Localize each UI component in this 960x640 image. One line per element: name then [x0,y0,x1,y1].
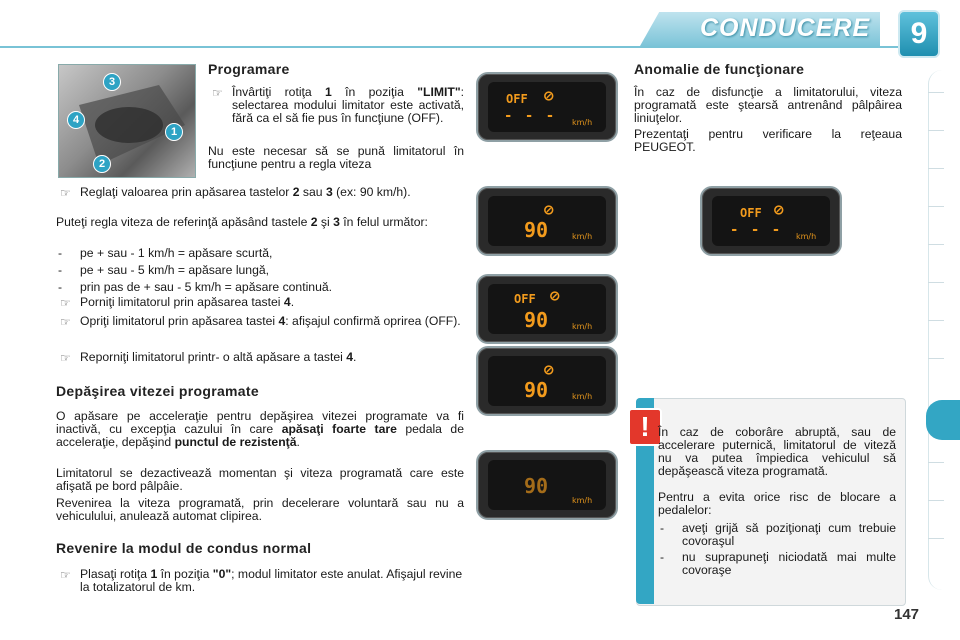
section-title-depasire: Depăşirea vitezei programate [56,383,259,399]
display-screen [488,356,606,406]
warning-list-item-1: aveţi grijă să poziţionaţi cum trebuie covoraşul [682,521,896,548]
rail-tick [928,206,944,207]
paragraph-anomalie-1: În caz de disfuncţie a limitatorului, viteza programată este ştearsă antrenând pâlpâirea liniuţelor. [634,85,902,125]
display-speed: 90 [524,308,549,332]
hand-bullet-icon: ☞ [60,186,71,200]
paragraph-opriti: Opriţi limitatorul prin apăsarea tastei 4: afişajul confirmă oprirea (OFF). [80,314,461,328]
display-off-text: OFF [506,92,528,106]
display-speed-blinking [476,450,618,520]
speedometer-icon: ⊘ [544,200,554,219]
paragraph-programare-1: Învârtiţi rotiţa 1 în poziţia "LIMIT": selectarea modului limitator este activată, fără ca el să fie pus în funcţiune (OFF). [232,85,464,125]
paragraph-revenire: Plasaţi rotiţa 1 în poziţia "0"; modul limitator este anulat. Afişajul revine la totalizatorul de km. [80,567,463,594]
display-off-blinking-dashes [700,186,842,256]
display-screen [488,460,606,510]
rail-tick [928,168,944,169]
chapter-tab-active [926,400,960,440]
paragraph-depasire-1: O apăsare pe acceleraţie pentru depăşirea vitezei programate va fi inactivă, cu excepţia cazului în care apăsaţi foarte tare pedala de acceleraţie, depăşind punctul de rezistenţă. [56,409,464,449]
steering-stalk-photo [58,64,196,178]
button-1-marker: 1 [165,123,183,141]
paragraph-depasire-2: Limitatorul se dezactivează momentan şi viteza programată care este afişată pe bord pâlpâie. [56,466,464,493]
display-screen [712,196,830,246]
rail-tick [928,500,944,501]
button-3-marker: 3 [103,73,121,91]
dash-marker: - [660,550,665,564]
paragraph-depasire-3: Revenirea la viteza programată, prin decelerare voluntară sau nu a vehiculului, anulează automat clipirea. [56,496,464,523]
warning-paragraph-2: Pentru a evita orice risc de blocare a pedalelor: [658,490,896,517]
section-title-anomalie: Anomalie de funcţionare [634,61,805,77]
display-unit: km/h [572,392,593,401]
header-rule [0,46,910,48]
hand-bullet-icon: ☞ [212,86,223,100]
button-4-marker: 4 [67,111,85,129]
display-unit: km/h [796,232,817,241]
list-item-short-press: pe + sau - 1 km/h = apăsare scurtă, [80,246,273,260]
paragraph-porniti: Porniţi limitatorul prin apăsarea tastei 4. [80,295,295,309]
dash-marker: - [58,263,63,277]
paragraph-referinta: Puteţi regla viteza de referinţă apăsând tastele 2 şi 3 în felul următor: [56,215,428,229]
speedometer-icon: ⊘ [544,360,554,379]
page-number: 147 [894,606,920,623]
hand-bullet-icon: ☞ [60,315,71,329]
page-title: CONDUCERE [700,14,871,42]
speedometer-icon: ⊘ [544,86,554,105]
display-dashes: - - - [504,108,557,124]
speedometer-icon: ⊘ [774,200,784,219]
display-screen [488,284,606,334]
display-off-90 [476,274,618,344]
display-screen [488,82,606,132]
display-unit: km/h [572,496,593,505]
dash-marker: - [58,280,63,294]
rail-tick [928,320,944,321]
hand-bullet-icon: ☞ [60,568,71,582]
display-unit: km/h [572,232,593,241]
list-item-long-press: pe + sau - 5 km/h = apăsare lungă, [80,263,270,277]
display-speed-90 [476,186,618,256]
rail-tick [928,130,944,131]
list-item-continuous-press: prin pas de + sau - 5 km/h = apăsare continuă. [80,280,333,294]
rail-tick [928,358,944,359]
rail-tick [928,282,944,283]
display-screen [488,196,606,246]
rail-tick [928,538,944,539]
button-2-marker: 2 [93,155,111,173]
paragraph-reglati: Reglaţi valoarea prin apăsarea tastelor 2 sau 3 (ex: 90 km/h). [80,185,411,199]
warning-icon: ! [628,408,662,446]
display-speed: 90 [524,378,549,402]
display-speed: 90 [524,218,549,242]
hand-bullet-icon: ☞ [60,296,71,310]
hand-bullet-icon: ☞ [60,351,71,365]
paragraph-programare-2: Nu este necesar să se pună limitatorul în funcţiune pentru a regla viteza [208,144,464,171]
chapter-rail [928,70,960,590]
speedometer-icon: ⊘ [550,286,560,305]
warning-list-item-2: nu suprapuneţi niciodată mai multe covoraşe [682,550,896,577]
rail-tick [928,244,944,245]
dash-marker: - [58,246,63,260]
display-unit: km/h [572,322,593,331]
display-off-dashes [476,72,618,142]
rail-tick [928,92,944,93]
display-dashes: - - - [730,222,783,238]
section-title-revenire: Revenire la modul de condus normal [56,540,312,556]
display-off-text: OFF [740,206,762,220]
section-title-programare: Programare [208,61,290,77]
paragraph-reporniti: Reporniţi limitatorul printr- o altă apăsare a tastei 4. [80,350,357,364]
display-speed-blink: 90 [524,474,549,498]
warning-paragraph-1: În caz de coborâre abruptă, sau de accelerare puternică, limitatorul de viteză nu va putea împiedica vehiculul să depăşească viteza programată. [658,425,896,478]
dash-marker: - [660,521,665,535]
display-speed-90-active [476,346,618,416]
display-off-text: OFF [514,292,536,306]
chapter-badge: 9 [898,10,940,58]
rail-tick [928,462,944,463]
paragraph-anomalie-2: Prezentaţi pentru verificare la reţeaua PEUGEOT. [634,127,902,154]
display-unit: km/h [572,118,593,127]
